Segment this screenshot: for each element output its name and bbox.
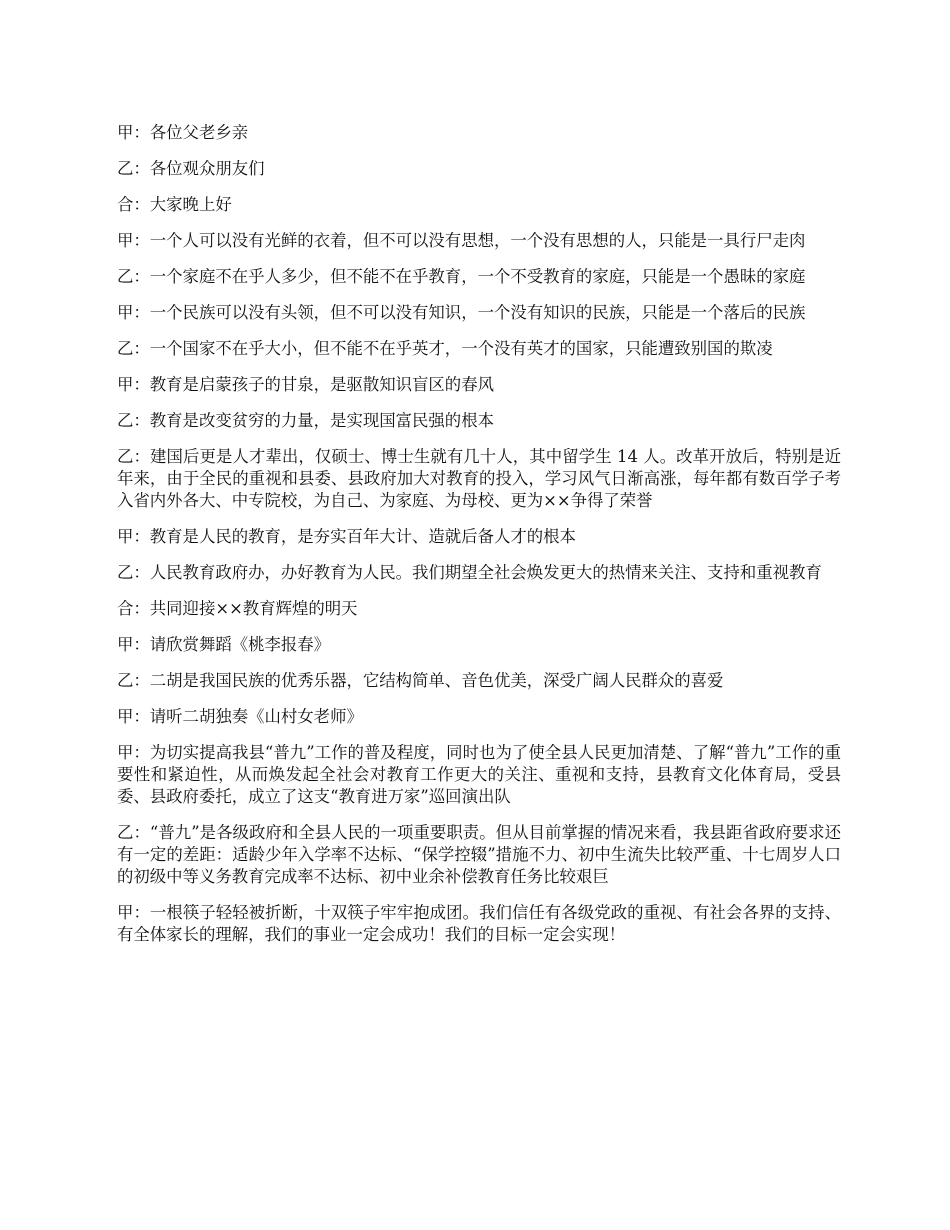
- paragraph-5: 乙：一个家庭不在乎人多少，但不能不在乎教育，一个不受教育的家庭，只能是一个愚昧的家庭: [117, 267, 806, 286]
- paragraph-18: 乙：“普九”是各级政府和全县人民的一项重要职责。但从目前掌握的情况来看，我县距省政府要求还有一定的差距：适龄少年入学率不达标、“保学控辍”措施不力、初中生流失比较严重、十七周岁人口的初级中等义务教育完成率不达标、初中业余补偿教育任务比较艰巨: [117, 823, 841, 886]
- paragraph-8: 甲：教育是启蒙孩子的甘泉，是驱散知识盲区的春风: [117, 375, 494, 394]
- paragraph-7: 乙：一个国家不在乎大小，但不能不在乎英才，一个没有英才的国家，只能遭致别国的欺凌: [117, 339, 773, 358]
- paragraph-11: 甲：教育是人民的教育，是夯实百年大计、造就后备人才的根本: [117, 527, 576, 546]
- paragraph-9: 乙：教育是改变贫穷的力量，是实现国富民强的根本: [117, 411, 494, 430]
- paragraph-15: 乙：二胡是我国民族的优秀乐器，它结构简单、音色优美，深受广阔人民群众的喜爱: [117, 671, 724, 690]
- paragraph-4: 甲：一个人可以没有光鲜的衣着，但不可以没有思想，一个没有思想的人，只能是一具行尸走肉: [117, 231, 806, 250]
- paragraph-16: 甲：请听二胡独奏《山村女老师》: [117, 707, 363, 726]
- paragraph-10: 乙：建国后更是人才辈出，仅硕士、博士生就有几十人，其中留学生 14 人。改革开放后，特别是近年来，由于全民的重视和县委、县政府加大对教育的投入，学习风气日渐高涨，每年都有数百学子考入省内外各大、中专院校，为自己、为家庭、为母校、更为××争得了荣誉: [117, 447, 841, 510]
- paragraph-17: 甲：为切实提高我县“普九”工作的普及程度，同时也为了使全县人民更加清楚、了解“普九”工作的重要性和紧迫性，从而焕发起全社会对教育工作更大的关注、重视和支持，县教育文化体育局，受县委、县政府委托，成立了这支“教育进万家”巡回演出队: [117, 743, 841, 806]
- paragraph-12: 乙：人民教育政府办，办好教育为人民。我们期望全社会焕发更大的热情来关注、支持和重视教育: [117, 563, 822, 582]
- paragraph-6: 甲：一个民族可以没有头领，但不可以没有知识，一个没有知识的民族，只能是一个落后的民族: [117, 303, 806, 322]
- paragraph-13: 合：共同迎接××教育辉煌的明天: [117, 599, 358, 618]
- paragraph-14: 甲：请欣赏舞蹈《桃李报春》: [117, 635, 331, 654]
- paragraph-1: 甲：各位父老乡亲: [117, 123, 249, 142]
- paragraph-3: 合：大家晚上好: [117, 195, 232, 214]
- document-body: [117, 122, 841, 960]
- paragraph-19: 甲：一根筷子轻轻被折断，十双筷子牢牢抱成团。我们信任有各级党政的重视、有社会各界的支持、有全体家长的理解，我们的事业一定会成功！我们的目标一定会实现！: [117, 903, 841, 944]
- paragraph-2: 乙：各位观众朋友们: [117, 159, 265, 178]
